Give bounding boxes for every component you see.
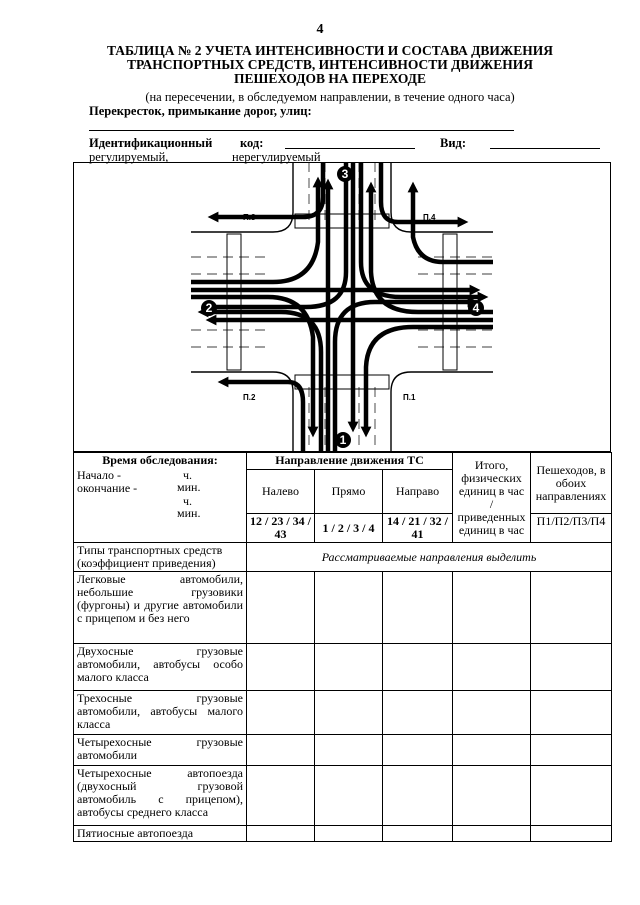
row-label: Двухосные грузовые автомобили, автобусы особо малого класса	[74, 644, 247, 691]
start-hours: ч.	[183, 468, 193, 482]
data-cell[interactable]	[453, 766, 531, 826]
data-cell[interactable]	[247, 644, 315, 691]
type-input-line[interactable]	[490, 148, 600, 149]
time-title: Время обследования:	[102, 453, 218, 467]
intersection-diagram	[73, 162, 611, 452]
row-label: Трехосные грузовые автомобили, автобусы малого класса	[74, 691, 247, 735]
traffic-count-table	[73, 452, 612, 842]
row-label: Четырехосные грузовые автомобили	[74, 735, 247, 766]
data-cell[interactable]	[383, 766, 453, 826]
dir-left-codes: 12 / 23 / 34 / 43	[247, 514, 315, 543]
crossroad-input-line[interactable]	[89, 130, 514, 131]
approach-4-label: 4	[472, 301, 480, 315]
approach-1-label: 1	[339, 433, 347, 447]
time-header-cell	[74, 453, 247, 543]
title-line-1: ТАБЛИЦА № 2 УЧЕТА ИНТЕНСИВНОСТИ И СОСТАВА ДВИЖЕНИЯ	[106, 43, 554, 58]
code-label: код:	[240, 136, 264, 150]
data-cell[interactable]	[531, 766, 612, 826]
page-title	[60, 44, 600, 86]
approach-2-label: 2	[205, 301, 213, 315]
total-header: Итого, физических единиц в час / приведенных единиц в час	[453, 453, 531, 543]
data-cell[interactable]	[315, 572, 383, 644]
row-label: Легковые автомобили, небольшие грузовики (фургоны) и другие автомобили с прицепом и без него	[74, 572, 247, 644]
data-cell[interactable]	[383, 572, 453, 644]
crossroad-label: Перекресток, примыкание дорог, улиц:	[89, 104, 312, 118]
data-cell[interactable]	[383, 826, 453, 842]
data-cell[interactable]	[315, 826, 383, 842]
crossing-p2-label: П.2	[243, 393, 256, 402]
code-input-line[interactable]	[285, 148, 415, 149]
data-cell[interactable]	[453, 691, 531, 735]
data-cell[interactable]	[453, 572, 531, 644]
data-cell[interactable]	[531, 691, 612, 735]
data-cell[interactable]	[247, 826, 315, 842]
data-cell[interactable]	[383, 735, 453, 766]
dir-straight-label: Прямо	[315, 470, 383, 514]
start-minutes: мин.	[177, 480, 201, 494]
start-end-label: Начало - окончание -	[77, 468, 138, 495]
row-label: Пятиосные автопоезда	[74, 826, 247, 842]
subtitle: (на пересечении, в обследуемом направлении, в течение одного часа)	[145, 90, 515, 104]
data-cell[interactable]	[531, 644, 612, 691]
pedestrians-header: Пешеходов, в обоих направлениях	[531, 453, 612, 514]
direction-header: Направление движения ТС	[247, 453, 453, 470]
data-cell[interactable]	[247, 735, 315, 766]
dir-left-label: Налево	[247, 470, 315, 514]
end-minutes: мин.	[177, 506, 201, 520]
data-cell[interactable]	[315, 766, 383, 826]
data-cell[interactable]	[383, 644, 453, 691]
data-cell[interactable]	[247, 691, 315, 735]
traffic-flow-arrows	[191, 162, 493, 452]
data-cell[interactable]	[247, 572, 315, 644]
unregulated-option[interactable]: нерегулируемый	[232, 150, 321, 164]
data-cell[interactable]	[247, 766, 315, 826]
regulated-option[interactable]: регулируемый,	[89, 150, 169, 164]
data-cell[interactable]	[453, 826, 531, 842]
page-number: 4	[316, 22, 324, 37]
title-line-2: ТРАНСПОРТНЫХ СРЕДСТВ, ИНТЕНСИВНОСТИ ДВИЖЕНИЯ	[126, 57, 534, 72]
ident-label: Идентификационный	[89, 136, 213, 150]
data-cell[interactable]	[531, 735, 612, 766]
data-cell[interactable]	[315, 644, 383, 691]
dir-right-label: Направо	[383, 470, 453, 514]
approach-3-label: 3	[341, 167, 349, 181]
data-cell[interactable]	[531, 572, 612, 644]
data-cell[interactable]	[531, 826, 612, 842]
type-label: Вид:	[440, 136, 467, 150]
row-label: Четырехосные автопоезда (двухосный грузовой автомобиль с прицепом), автобусы среднего класса	[74, 766, 247, 826]
vehicle-types-label: Типы транспортных средств (коэффициент приведения)	[74, 543, 247, 572]
data-cell[interactable]	[315, 691, 383, 735]
crossing-p1-label: П.1	[403, 393, 416, 402]
dir-straight-codes: 1 / 2 / 3 / 4	[315, 514, 383, 543]
data-cell[interactable]	[315, 735, 383, 766]
crossing-p3-label: П.3	[243, 213, 256, 222]
data-cell[interactable]	[383, 691, 453, 735]
dir-right-codes: 14 / 21 / 32 / 41	[383, 514, 453, 543]
data-cell[interactable]	[453, 644, 531, 691]
crossing-p4-label: П.4	[423, 213, 436, 222]
end-hours: ч.	[183, 494, 193, 508]
title-line-3: ПЕШЕХОДОВ НА ПЕРЕХОДЕ	[234, 71, 426, 86]
pedestrian-codes: П1/П2/П3/П4	[531, 514, 612, 543]
data-cell[interactable]	[453, 735, 531, 766]
highlight-note: Рассматриваемые направления выделить	[247, 543, 612, 572]
